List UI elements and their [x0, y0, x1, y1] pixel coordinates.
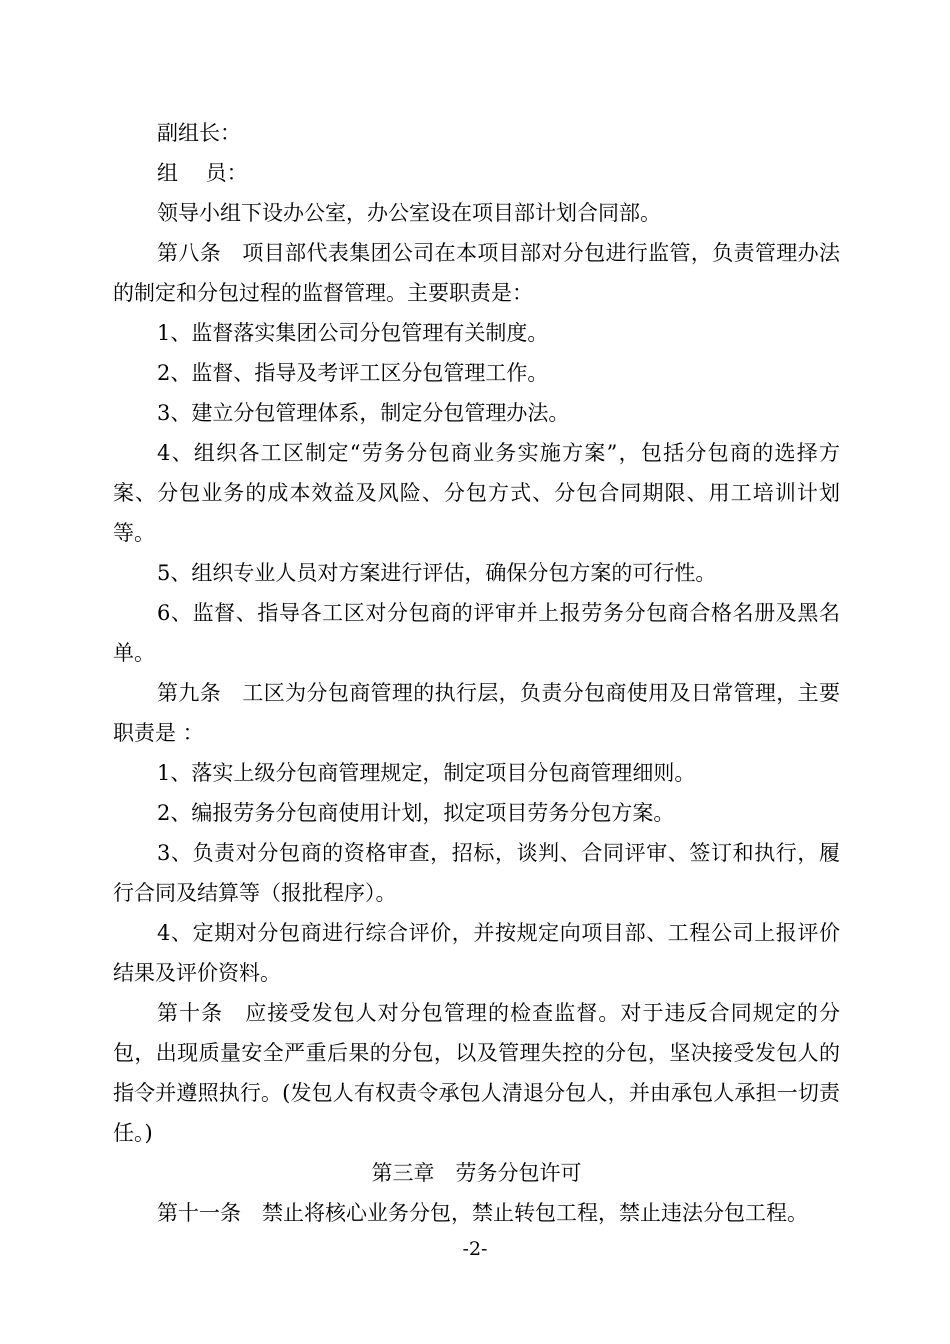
- paragraph-article-9: 第九条 工区为分包商管理的执行层，负责分包商使用及日常管理，主要职责是 ：: [113, 681, 840, 745]
- paragraph-article-8-item-1: 1、监督落实集团公司分包管理有关制度。: [157, 321, 549, 345]
- chapter-heading: 第三章 劳务分包许可: [371, 1161, 582, 1185]
- paragraph-article-8-item-2: 2、监督、指导及考评工区分包管理工作。: [157, 361, 549, 385]
- paragraph-members: 组 员：: [157, 161, 248, 185]
- document-body: [113, 113, 840, 1233]
- page-number: -2-: [462, 1238, 488, 1260]
- paragraph-article-10: 第十条 应接受发包人对分包管理的检查监督。对于违反合同规定的分包，出现质量安全严重后果的分包，以及管理失控的分包，坚决接受发包人的指令并遵照执行。(发包人有权责令承包人清退分包人，并由承包人承担一切责任。): [113, 1001, 840, 1145]
- paragraph-article-9-item-4: 4、定期对分包商进行综合评价，并按规定向项目部、工程公司上报评价结果及评价资料。: [113, 921, 840, 985]
- paragraph-article-9-item-3: 3、负责对分包商的资格审查，招标，谈判、合同评审、签订和执行，履行合同及结算等（报批程序）。: [113, 841, 840, 905]
- paragraph-article-9-item-1: 1、落实上级分包商管理规定，制定项目分包商管理细则。: [157, 761, 696, 785]
- paragraph-article-8-item-5: 5、组织专业人员对方案进行评估，确保分包方案的可行性。: [157, 561, 717, 585]
- paragraph-article-11: 第十一条 禁止将核心业务分包，禁止转包工程，禁止违法分包工程。: [157, 1201, 808, 1225]
- paragraph-article-8-item-3: 3、建立分包管理体系，制定分包管理办法。: [157, 401, 570, 425]
- paragraph-article-8-item-6: 6、监督、指导各工区对分包商的评审并上报劳务分包商合格名册及黑名单。: [113, 601, 840, 665]
- paragraph-article-9-item-2: 2、编报劳务分包商使用计划，拟定项目劳务分包方案。: [157, 801, 675, 825]
- paragraph-deputy-leader: 副组长：: [157, 121, 241, 145]
- paragraph-article-8-item-4: 4、组织各工区制定“劳务分包商业务实施方案”，包括分包商的选择方案、分包业务的成本效益及风险、分包方式、分包合同期限、用工培训计划等。: [113, 441, 840, 545]
- paragraph-office: 领导小组下设办公室，办公室设在项目部计划合同部。: [157, 201, 661, 225]
- paragraph-article-8: 第八条 项目部代表集团公司在本项目部对分包进行监管，负责管理办法的制定和分包过程的监督管理。主要职责是：: [113, 241, 840, 305]
